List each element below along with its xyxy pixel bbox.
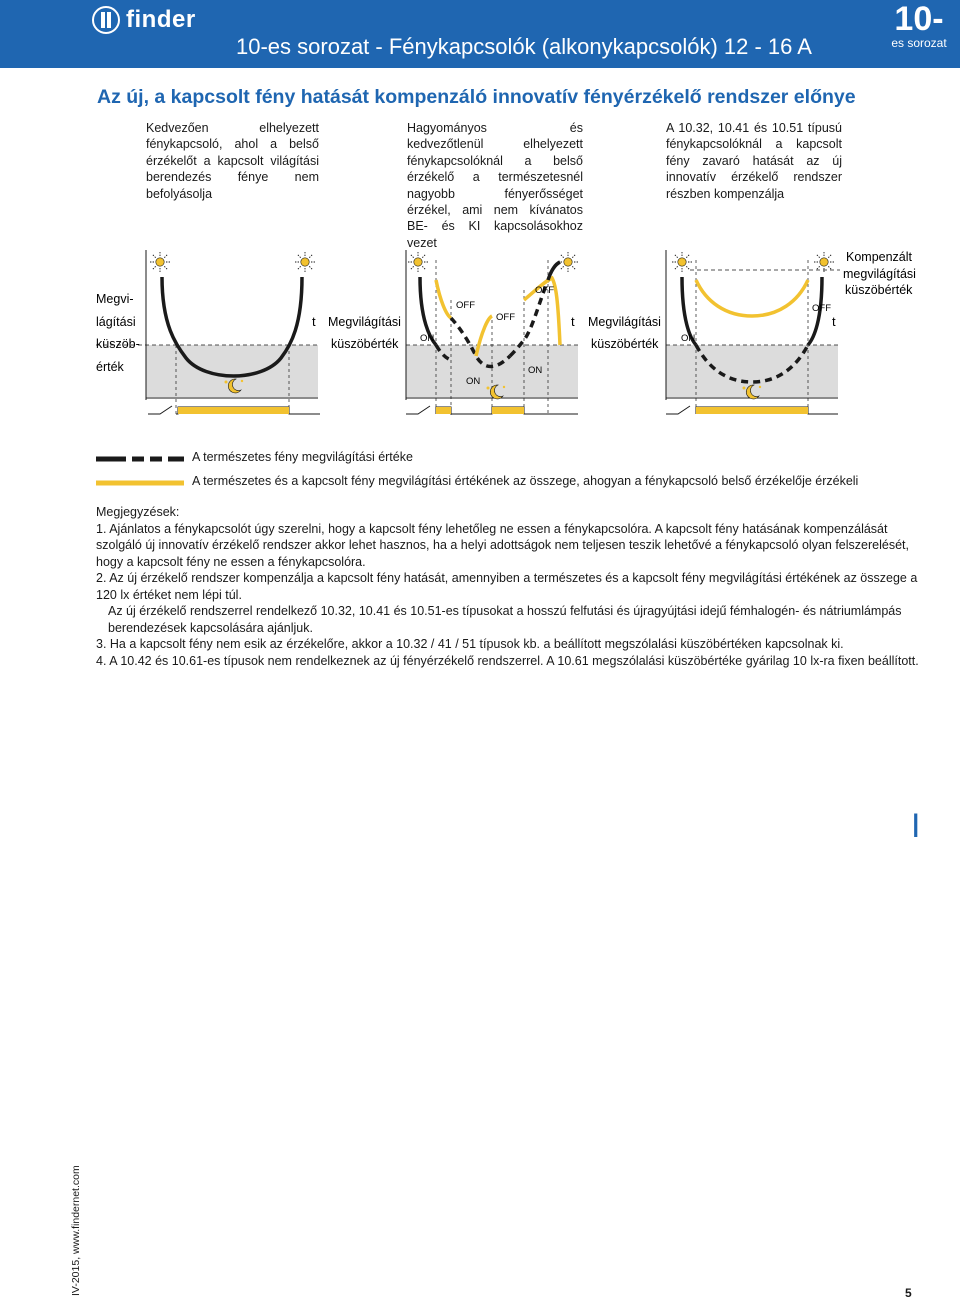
- sun-icon: [671, 251, 693, 273]
- relay-on-bar: [436, 407, 451, 414]
- diagram-panel-favourable: [96, 250, 320, 415]
- threshold-label-line: Megvi-: [96, 292, 134, 306]
- legend-natural-label: A természetes fény megvilágítási értéke: [192, 450, 413, 464]
- threshold-label-line: Megvilágítási: [328, 315, 401, 329]
- series-label: es sorozat: [891, 36, 947, 50]
- section-letter: I: [911, 807, 921, 845]
- finder-logo-icon: [92, 6, 120, 34]
- threshold-label-line: küszöb-: [96, 337, 140, 351]
- notes-section: [96, 504, 926, 669]
- threshold-label-line: küszöbérték: [331, 337, 399, 351]
- off-label: OFF: [456, 300, 475, 311]
- note-1: 1. Ajánlatos a fénykapcsolót úgy szerelni, hogy a kapcsolt fény lehetőleg ne essen a fénykapcsolóra. A kapcsolt fény hatásának kompenzálását szolgáló új innovatív érzékelő rendszer akkor lehet hasznos, ha a helyi adottságok nem teljesen teszik lehetővé a fénykapcsoló olyan felszerelését, hogy a kapcsolt fény ne essen a fénykapcsolóra.: [96, 521, 909, 569]
- page-title: 10-es sorozat - Fénykapcsolók (alkonykapcsolók) 12 - 16 A: [236, 34, 812, 59]
- page-header: [0, 0, 960, 68]
- legend-sum-label: A természetes és a kapcsolt fény megvilágítási értékének az összege, ahogyan a fénykapcsoló belső érzékelője érzékeli: [192, 474, 859, 488]
- threshold-label-line: küszöbérték: [591, 337, 659, 351]
- on-label: ON: [420, 333, 435, 344]
- threshold-label-line: Megvilágítási: [588, 315, 661, 329]
- compensated-label-line: megvilágítási: [843, 267, 916, 281]
- series-number: 10-: [894, 0, 944, 38]
- logo-text: finder: [126, 6, 196, 33]
- edition-footer: IV-2015, www.findernet.com: [70, 1165, 82, 1296]
- note-3: 3. Ha a kapcsolt fény nem esik az érzékelőre, akkor a 10.32 / 41 / 51 típusok kb. a beállított megszólalási küszöbértéken kapcsolnak ki.: [96, 637, 844, 651]
- relay-on-bar: [696, 407, 808, 414]
- on-label: ON: [528, 365, 543, 376]
- finder-logo: [92, 6, 196, 34]
- legend-natural-swatch: [96, 452, 186, 466]
- description-compensated: A 10.32, 10.41 és 10.51 típusú fénykapcsolóknál a kapcsolt fény zavaró hatását az új innovatív érzékelő rendszer részben kompenzálja: [666, 121, 842, 201]
- sum-light-curve: [436, 280, 451, 318]
- sun-icon: [407, 251, 429, 273]
- on-label: ON: [466, 376, 481, 387]
- relay-on-bar: [178, 407, 289, 414]
- threshold-label-line: érték: [96, 360, 124, 374]
- notes-heading: Megjegyzések:: [96, 505, 180, 519]
- sum-light-curve: [696, 280, 808, 316]
- off-label: OFF: [496, 312, 515, 323]
- page-number: 5: [905, 1286, 912, 1300]
- threshold-label-line: lágítási: [96, 315, 136, 329]
- description-unfavourable: Hagyományos és kedvezőtlenül elhelyezett fénykapcsolóknál a belső érzékelő a természetesnél nagyobb fényerősséget érzékel, ami nem kívánatos BE- és KI kapcsolásokhoz vezet: [407, 121, 583, 250]
- off-label: OFF: [812, 303, 831, 314]
- sun-icon: [294, 251, 316, 273]
- series-badge: [878, 0, 960, 68]
- diagram-panel-compensated: [588, 250, 916, 415]
- night-area: [666, 345, 838, 397]
- on-label: ON: [681, 333, 696, 344]
- time-axis-label: t: [312, 314, 316, 329]
- note-2-continued: Az új érzékelő rendszerrel rendelkező 10.32, 10.41 és 10.51-es típusokat a hosszú felfutási és újragyújtási idejű fémhalogén- és nátriumlámpás berendezések kapcsolására ajánljuk.: [108, 604, 902, 635]
- relay-on-bar: [492, 407, 524, 414]
- off-label: OFF: [535, 285, 554, 296]
- legend-sum-swatch: [96, 476, 186, 490]
- sun-icon: [557, 251, 579, 273]
- compensated-label-line: küszöbérték: [845, 283, 913, 297]
- natural-light-curve: [548, 262, 560, 280]
- switching-diagram: [0, 245, 960, 425]
- note-2: 2. Az új érzékelő rendszer kompenzálja a kapcsolt fény hatását, amennyiben a természetes és a kapcsolt fény megvilágítási értékének az összege a 120 lx értéket nem lépi túl.: [96, 571, 918, 602]
- time-axis-label: t: [571, 314, 575, 329]
- note-4: 4. A 10.42 és 10.61-es típusok nem rendelkeznek az új fényérzékelő rendszerrel. A 10.61 megszólalási küszöbértéke gyárilag 10 lx-ra fixen beállított.: [96, 653, 919, 668]
- compensated-label-line: Kompenzált: [846, 250, 913, 264]
- section-subtitle: Az új, a kapcsolt fény hatását kompenzáló innovatív fényérzékelő rendszer előnye: [97, 86, 856, 108]
- diagram-panel-unfavourable: [328, 250, 580, 415]
- description-favourable: Kedvezően elhelyezett fénykapcsoló, ahol a belső érzékelőt a kapcsolt világítási berendezés fénye nem befolyásolja: [146, 121, 319, 201]
- sun-icon: [149, 251, 171, 273]
- time-axis-label: t: [832, 314, 836, 329]
